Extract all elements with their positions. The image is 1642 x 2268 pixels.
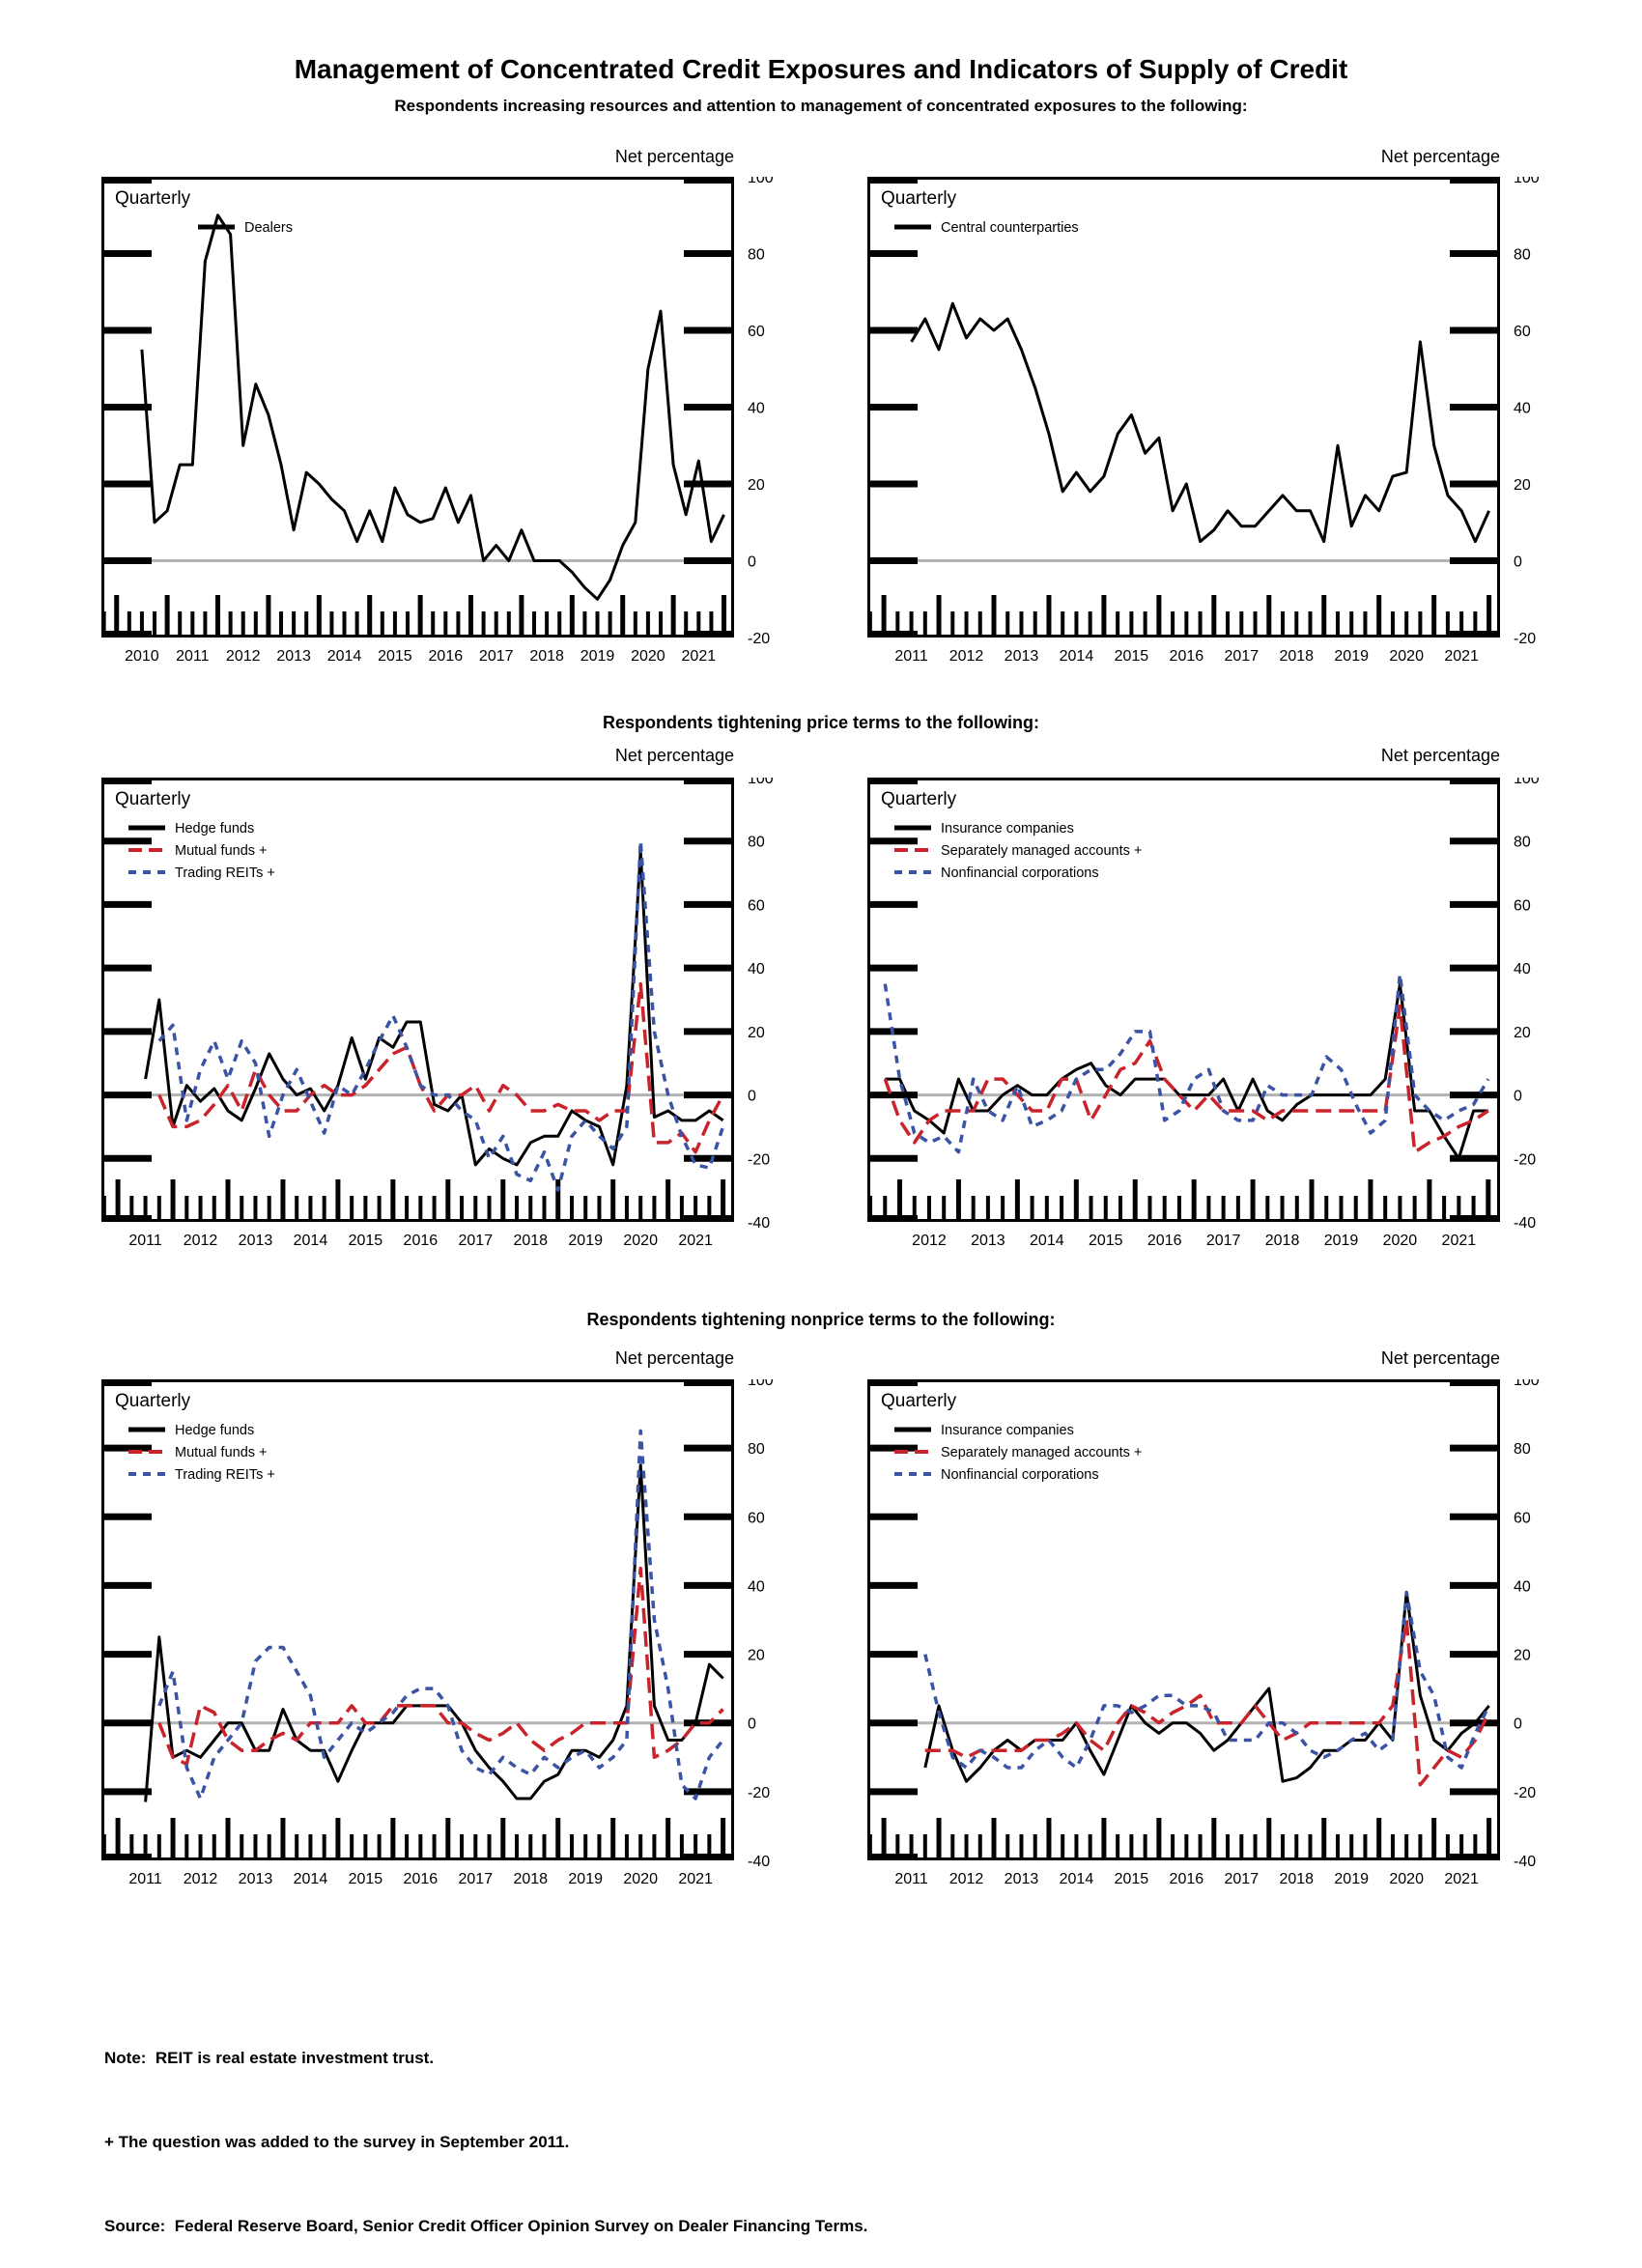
series-line (159, 1431, 723, 1799)
y-tick-label: 100 (1514, 778, 1540, 787)
y-tick-label: -20 (1514, 1784, 1537, 1801)
x-tick-label: 2016 (403, 1233, 439, 1249)
x-tick-label: 2018 (513, 1233, 549, 1249)
x-tick-label: 2021 (678, 1871, 713, 1887)
x-tick-label: 2014 (293, 1233, 328, 1249)
x-tick-label: 2021 (1444, 1871, 1479, 1887)
line-chart-canvas (101, 778, 821, 1268)
y-tick-label: 40 (1514, 400, 1531, 417)
chart-price-terms-funds (101, 778, 821, 1273)
x-tick-label: 2019 (580, 648, 615, 665)
x-tick-label: 2016 (1147, 1233, 1182, 1249)
line-chart-canvas (867, 778, 1587, 1268)
line-chart-canvas (101, 177, 821, 684)
footnote-line: Source: Federal Reserve Board, Senior Credit Officer Opinion Survey on Dealer Financing Terms. (104, 2217, 868, 2235)
x-tick-label: 2019 (568, 1233, 604, 1249)
x-tick-label: 2011 (128, 1233, 162, 1249)
x-tick-label: 2014 (293, 1871, 328, 1887)
y-tick-label: 40 (748, 1578, 765, 1596)
x-tick-label: 2012 (225, 648, 261, 665)
x-tick-label: 2012 (912, 1233, 947, 1249)
x-tick-label: 2019 (1334, 648, 1370, 665)
y-tick-label: 80 (748, 1441, 765, 1459)
x-tick-label: 2014 (1030, 1233, 1064, 1249)
axis-label-net-percentage: Net percentage (1380, 147, 1500, 166)
y-tick-label: 40 (1514, 961, 1531, 978)
x-tick-label: 2021 (678, 1233, 713, 1249)
x-tick-label: 2011 (128, 1871, 162, 1887)
x-tick-label: 2016 (1169, 648, 1204, 665)
panel-label: Quarterly (115, 1391, 191, 1411)
y-tick-label: 0 (748, 553, 756, 571)
y-tick-label: -20 (1514, 631, 1537, 647)
chart-central-counterparties (867, 177, 1587, 689)
x-tick-label: 2013 (276, 648, 311, 665)
y-tick-label: -40 (748, 1854, 771, 1870)
x-tick-label: 2015 (1088, 1233, 1123, 1249)
x-tick-label: 2013 (1004, 1871, 1039, 1887)
legend-label: Mutual funds + (175, 843, 268, 859)
y-tick-label: 100 (748, 778, 774, 787)
y-tick-label: 80 (1514, 1441, 1531, 1459)
x-tick-label: 2015 (1114, 648, 1149, 665)
series-line (142, 215, 724, 600)
axis-label-net-percentage: Net percentage (614, 746, 734, 765)
axis-label-net-percentage: Net percentage (614, 1348, 734, 1368)
x-tick-label: 2020 (631, 648, 665, 665)
footnote-line: + The question was added to the survey in September 2011. (104, 2133, 570, 2151)
y-tick-label: 0 (1514, 553, 1522, 571)
x-tick-label: 2015 (1114, 1871, 1149, 1887)
y-tick-label: 80 (748, 246, 765, 264)
y-tick-label: 20 (1514, 477, 1531, 494)
y-tick-label: 20 (748, 1024, 765, 1041)
y-tick-label: 60 (748, 324, 765, 340)
x-tick-label: 2018 (513, 1871, 549, 1887)
x-tick-label: 2021 (681, 648, 717, 665)
y-tick-label: 20 (1514, 1024, 1531, 1041)
x-tick-label: 2012 (183, 1233, 218, 1249)
axis-label-net-percentage: Net percentage (1380, 1348, 1500, 1368)
chart-nonprice-terms-institutions (867, 1379, 1587, 1912)
y-tick-label: 100 (748, 177, 774, 186)
x-tick-label: 2017 (1224, 648, 1260, 665)
x-tick-label: 2017 (458, 1871, 494, 1887)
y-tick-label: 80 (1514, 834, 1531, 851)
y-tick-label: 80 (1514, 246, 1531, 264)
line-chart-canvas (867, 1379, 1587, 1907)
legend-label: Central counterparties (941, 220, 1079, 236)
y-tick-label: 20 (748, 477, 765, 494)
x-tick-label: 2020 (623, 1871, 658, 1887)
chart-price-terms-institutions (867, 778, 1587, 1273)
legend-label: Trading REITs + (175, 1467, 275, 1483)
x-tick-label: 2019 (568, 1871, 604, 1887)
y-tick-label: 0 (748, 1715, 756, 1733)
y-tick-label: 0 (1514, 1715, 1522, 1733)
legend-label: Separately managed accounts + (941, 843, 1143, 859)
x-tick-label: 2020 (1389, 1871, 1424, 1887)
footnotes (104, 1988, 867, 2268)
chart-nonprice-terms-funds (101, 1379, 821, 1912)
legend-label: Insurance companies (941, 821, 1074, 836)
line-chart-canvas (867, 177, 1587, 684)
line-chart-canvas (101, 1379, 821, 1907)
series-line (925, 1620, 1489, 1785)
page-subtitle: Respondents increasing resources and attention to management of concentrated exposures to the following: (394, 97, 1248, 115)
x-tick-label: 2011 (176, 648, 210, 665)
y-tick-label: 60 (1514, 897, 1531, 915)
x-tick-label: 2020 (623, 1233, 658, 1249)
y-tick-label: 60 (748, 897, 765, 915)
x-tick-label: 2016 (403, 1871, 439, 1887)
x-tick-label: 2012 (183, 1871, 218, 1887)
y-tick-label: 40 (748, 961, 765, 978)
x-tick-label: 2021 (1444, 648, 1479, 665)
x-tick-label: 2013 (1004, 648, 1039, 665)
panel-label: Quarterly (881, 1391, 957, 1411)
legend-label: Hedge funds (175, 821, 255, 836)
x-tick-label: 2015 (348, 1871, 383, 1887)
y-tick-label: -20 (1514, 1151, 1537, 1169)
x-tick-label: 2016 (428, 648, 464, 665)
x-tick-label: 2014 (326, 648, 362, 665)
y-tick-label: 100 (748, 1379, 774, 1389)
y-tick-label: 100 (1514, 177, 1540, 186)
y-tick-label: -40 (748, 1215, 771, 1232)
legend-label: Mutual funds + (175, 1445, 268, 1460)
series-line (159, 1569, 723, 1765)
panel-label: Quarterly (881, 789, 957, 809)
x-tick-label: 2018 (1264, 1233, 1300, 1249)
x-tick-label: 2011 (894, 648, 928, 665)
axis-label-net-percentage: Net percentage (1380, 746, 1500, 765)
y-tick-label: 60 (748, 1510, 765, 1527)
y-tick-label: 0 (748, 1088, 756, 1105)
x-tick-label: 2018 (529, 648, 564, 665)
x-tick-label: 2016 (1169, 1871, 1204, 1887)
footnote-line: Note: REIT is real estate investment trust. (104, 2049, 435, 2067)
y-tick-label: 0 (1514, 1088, 1522, 1105)
x-tick-label: 2017 (458, 1233, 494, 1249)
section-heading-price-terms: Respondents tightening price terms to the following: (602, 713, 1039, 732)
legend-label: Nonfinancial corporations (941, 865, 1099, 881)
series-line (885, 1006, 1488, 1152)
y-tick-label: 40 (1514, 1578, 1531, 1596)
legend-label: Separately managed accounts + (941, 1445, 1143, 1460)
legend-label: Dealers (244, 220, 293, 236)
panel-label: Quarterly (881, 188, 957, 209)
x-tick-label: 2013 (238, 1233, 273, 1249)
chart-dealers (101, 177, 821, 689)
panel-label: Quarterly (115, 188, 191, 209)
y-tick-label: 20 (748, 1647, 765, 1664)
y-tick-label: 80 (748, 834, 765, 851)
x-tick-label: 2019 (1334, 1871, 1370, 1887)
y-tick-label: 60 (1514, 1510, 1531, 1527)
x-tick-label: 2012 (948, 1871, 984, 1887)
y-tick-label: -40 (1514, 1854, 1537, 1870)
x-tick-label: 2017 (478, 648, 514, 665)
x-tick-label: 2013 (971, 1233, 1005, 1249)
legend-label: Trading REITs + (175, 865, 275, 881)
y-tick-label: -20 (748, 1784, 771, 1801)
x-tick-label: 2020 (1382, 1233, 1418, 1249)
y-tick-label: -20 (748, 1151, 771, 1169)
y-tick-label: 20 (1514, 1647, 1531, 1664)
series-line (159, 984, 723, 1152)
panel-label: Quarterly (115, 789, 191, 809)
y-tick-label: -40 (1514, 1215, 1537, 1232)
legend-label: Nonfinancial corporations (941, 1467, 1099, 1483)
legend-label: Insurance companies (941, 1423, 1074, 1438)
x-tick-label: 2019 (1323, 1233, 1359, 1249)
x-tick-label: 2017 (1205, 1233, 1241, 1249)
y-tick-label: 100 (1514, 1379, 1540, 1389)
y-tick-label: 60 (1514, 324, 1531, 340)
x-tick-label: 2018 (1279, 1871, 1315, 1887)
x-tick-label: 2012 (948, 648, 984, 665)
axis-label-net-percentage: Net percentage (614, 147, 734, 166)
x-tick-label: 2020 (1389, 648, 1424, 665)
x-tick-label: 2010 (125, 648, 159, 665)
y-tick-label: 40 (748, 400, 765, 417)
section-heading-nonprice-terms: Respondents tightening nonprice terms to the following: (586, 1310, 1056, 1329)
y-tick-label: -20 (748, 631, 771, 647)
x-tick-label: 2011 (894, 1871, 928, 1887)
plot-frame (869, 179, 1499, 637)
page-title: Management of Concentrated Credit Exposures and Indicators of Supply of Credit (294, 54, 1348, 84)
x-tick-label: 2017 (1224, 1871, 1260, 1887)
x-tick-label: 2021 (1441, 1233, 1477, 1249)
x-tick-label: 2014 (1059, 648, 1094, 665)
legend-label: Hedge funds (175, 1423, 255, 1438)
x-tick-label: 2018 (1279, 648, 1315, 665)
series-line (146, 851, 723, 1165)
x-tick-label: 2015 (348, 1233, 383, 1249)
series-line (912, 303, 1489, 541)
x-tick-label: 2014 (1059, 1871, 1094, 1887)
x-tick-label: 2015 (378, 648, 412, 665)
x-tick-label: 2013 (238, 1871, 273, 1887)
